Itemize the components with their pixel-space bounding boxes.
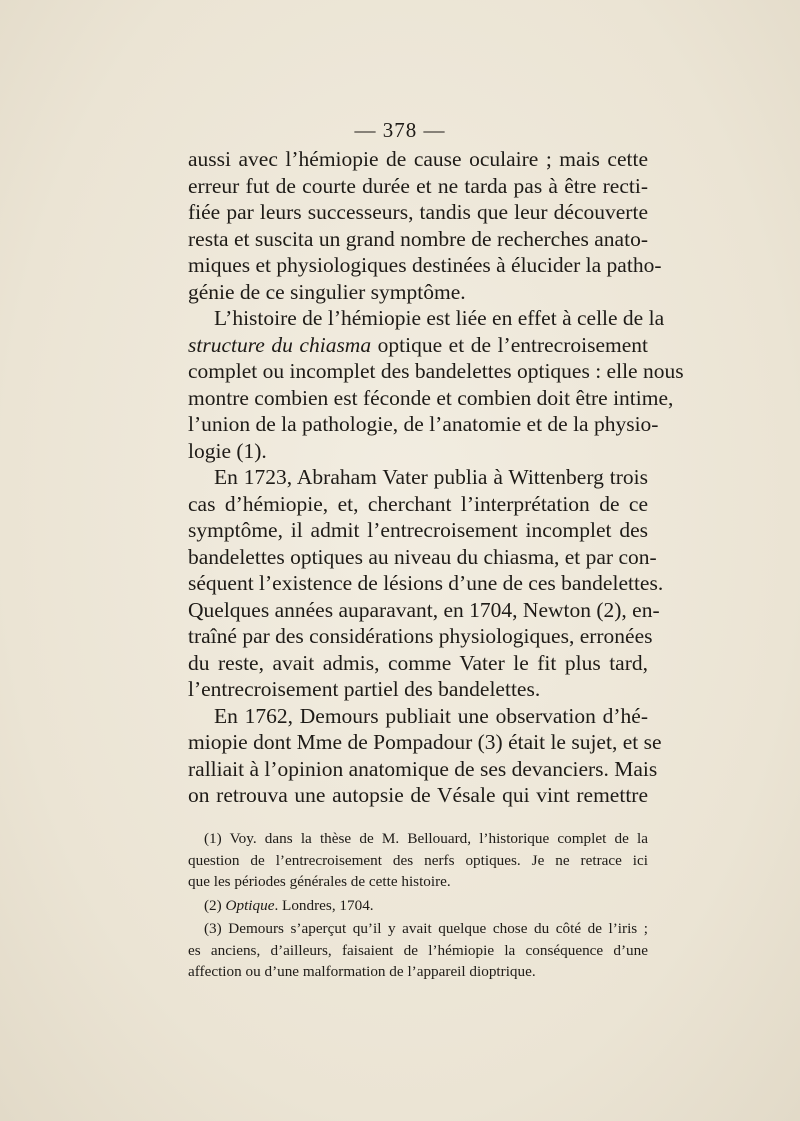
text-line: Quelques années auparavant, en 1704, Newton (2), en- bbox=[188, 597, 660, 622]
footnote-line: es anciens, d’ailleurs, faisaient de l’hémiopie la conséquence d’une bbox=[188, 941, 648, 959]
footnote-text: . Londres, 1704. bbox=[274, 896, 374, 914]
text-line-with-italic bbox=[188, 332, 648, 359]
text-line: logie (1). bbox=[188, 438, 267, 463]
footnotes bbox=[188, 828, 648, 983]
text-line: complet ou incomplet des bandelettes optiques : elle nous bbox=[188, 359, 684, 383]
text-line: ralliait à l’opinion anatomique de ses devanciers. Mais bbox=[188, 756, 658, 781]
text-line: du reste, avait admis, comme Vater le fit plus tard, bbox=[188, 650, 648, 675]
footnote-italic-title: Optique bbox=[225, 896, 275, 914]
text-line: génie de ce singulier symptôme. bbox=[188, 279, 466, 304]
text-line: resta et suscita un grand nombre de recherches anato- bbox=[188, 226, 648, 251]
text-line: on retrouva une autopsie de Vésale qui vint remettre bbox=[188, 783, 648, 807]
italic-phrase: structure du chiasma bbox=[188, 332, 372, 357]
text-line: traîné par des considérations physiologiques, erronées bbox=[188, 624, 653, 648]
footnote-marker: (2) bbox=[204, 896, 222, 914]
text-line: En 1723, Abraham Vater publia à Wittenberg trois bbox=[214, 465, 648, 489]
footnote-line: question de l’entrecroisement des nerfs optiques. Je ne retrace ici bbox=[188, 851, 648, 869]
text-line: miopie dont Mme de Pompadour (3) était le sujet, et se bbox=[188, 730, 662, 754]
footnote-line: (1) Voy. dans la thèse de M. Bellouard, l’historique complet de la bbox=[204, 830, 648, 847]
text-line: L’histoire de l’hémiopie est liée en effet à celle de la bbox=[214, 306, 665, 330]
text-line: l’entrecroisement partiel des bandelettes. bbox=[188, 677, 541, 701]
page-number: — 378 — bbox=[354, 118, 446, 142]
text-line: symptôme, il admit l’entrecroisement incomplet des bbox=[188, 518, 648, 542]
text-fragment: optique et de l’entrecroisement bbox=[371, 332, 648, 357]
footnote-line: que les périodes générales de cette histoire. bbox=[188, 873, 451, 890]
text-line: séquent l’existence de lésions d’une de ces bandelettes. bbox=[188, 571, 664, 595]
text-line: miques et physiologiques destinées à élucider la patho- bbox=[188, 253, 662, 277]
text-line: montre combien est féconde et combien doit être intime, bbox=[188, 385, 674, 410]
footnote-2 bbox=[188, 895, 648, 917]
text-line: cas d’hémiopie, et, cherchant l’interprétation de ce bbox=[188, 491, 648, 516]
footnote-line: affection ou d’une malformation de l’appareil dioptrique. bbox=[188, 963, 536, 980]
footnote-line: (3) Demours s’aperçut qu’il y avait quelque chose du côté de l’iris ; bbox=[204, 920, 648, 937]
body-text bbox=[188, 146, 684, 809]
text-line: erreur fut de courte durée et ne tarda pas à être recti- bbox=[188, 173, 648, 198]
text-line: En 1762, Demours publiait une observation d’hé- bbox=[214, 703, 648, 728]
text-line: bandelettes optiques au niveau du chiasma, et par con- bbox=[188, 544, 657, 569]
text-line: aussi avec l’hémiopie de cause oculaire ; mais cette bbox=[188, 147, 648, 171]
text-line: l’union de la pathologie, de l’anatomie et de la physio- bbox=[188, 412, 659, 436]
text-line: fiée par leurs successeurs, tandis que leur découverte bbox=[188, 200, 648, 224]
